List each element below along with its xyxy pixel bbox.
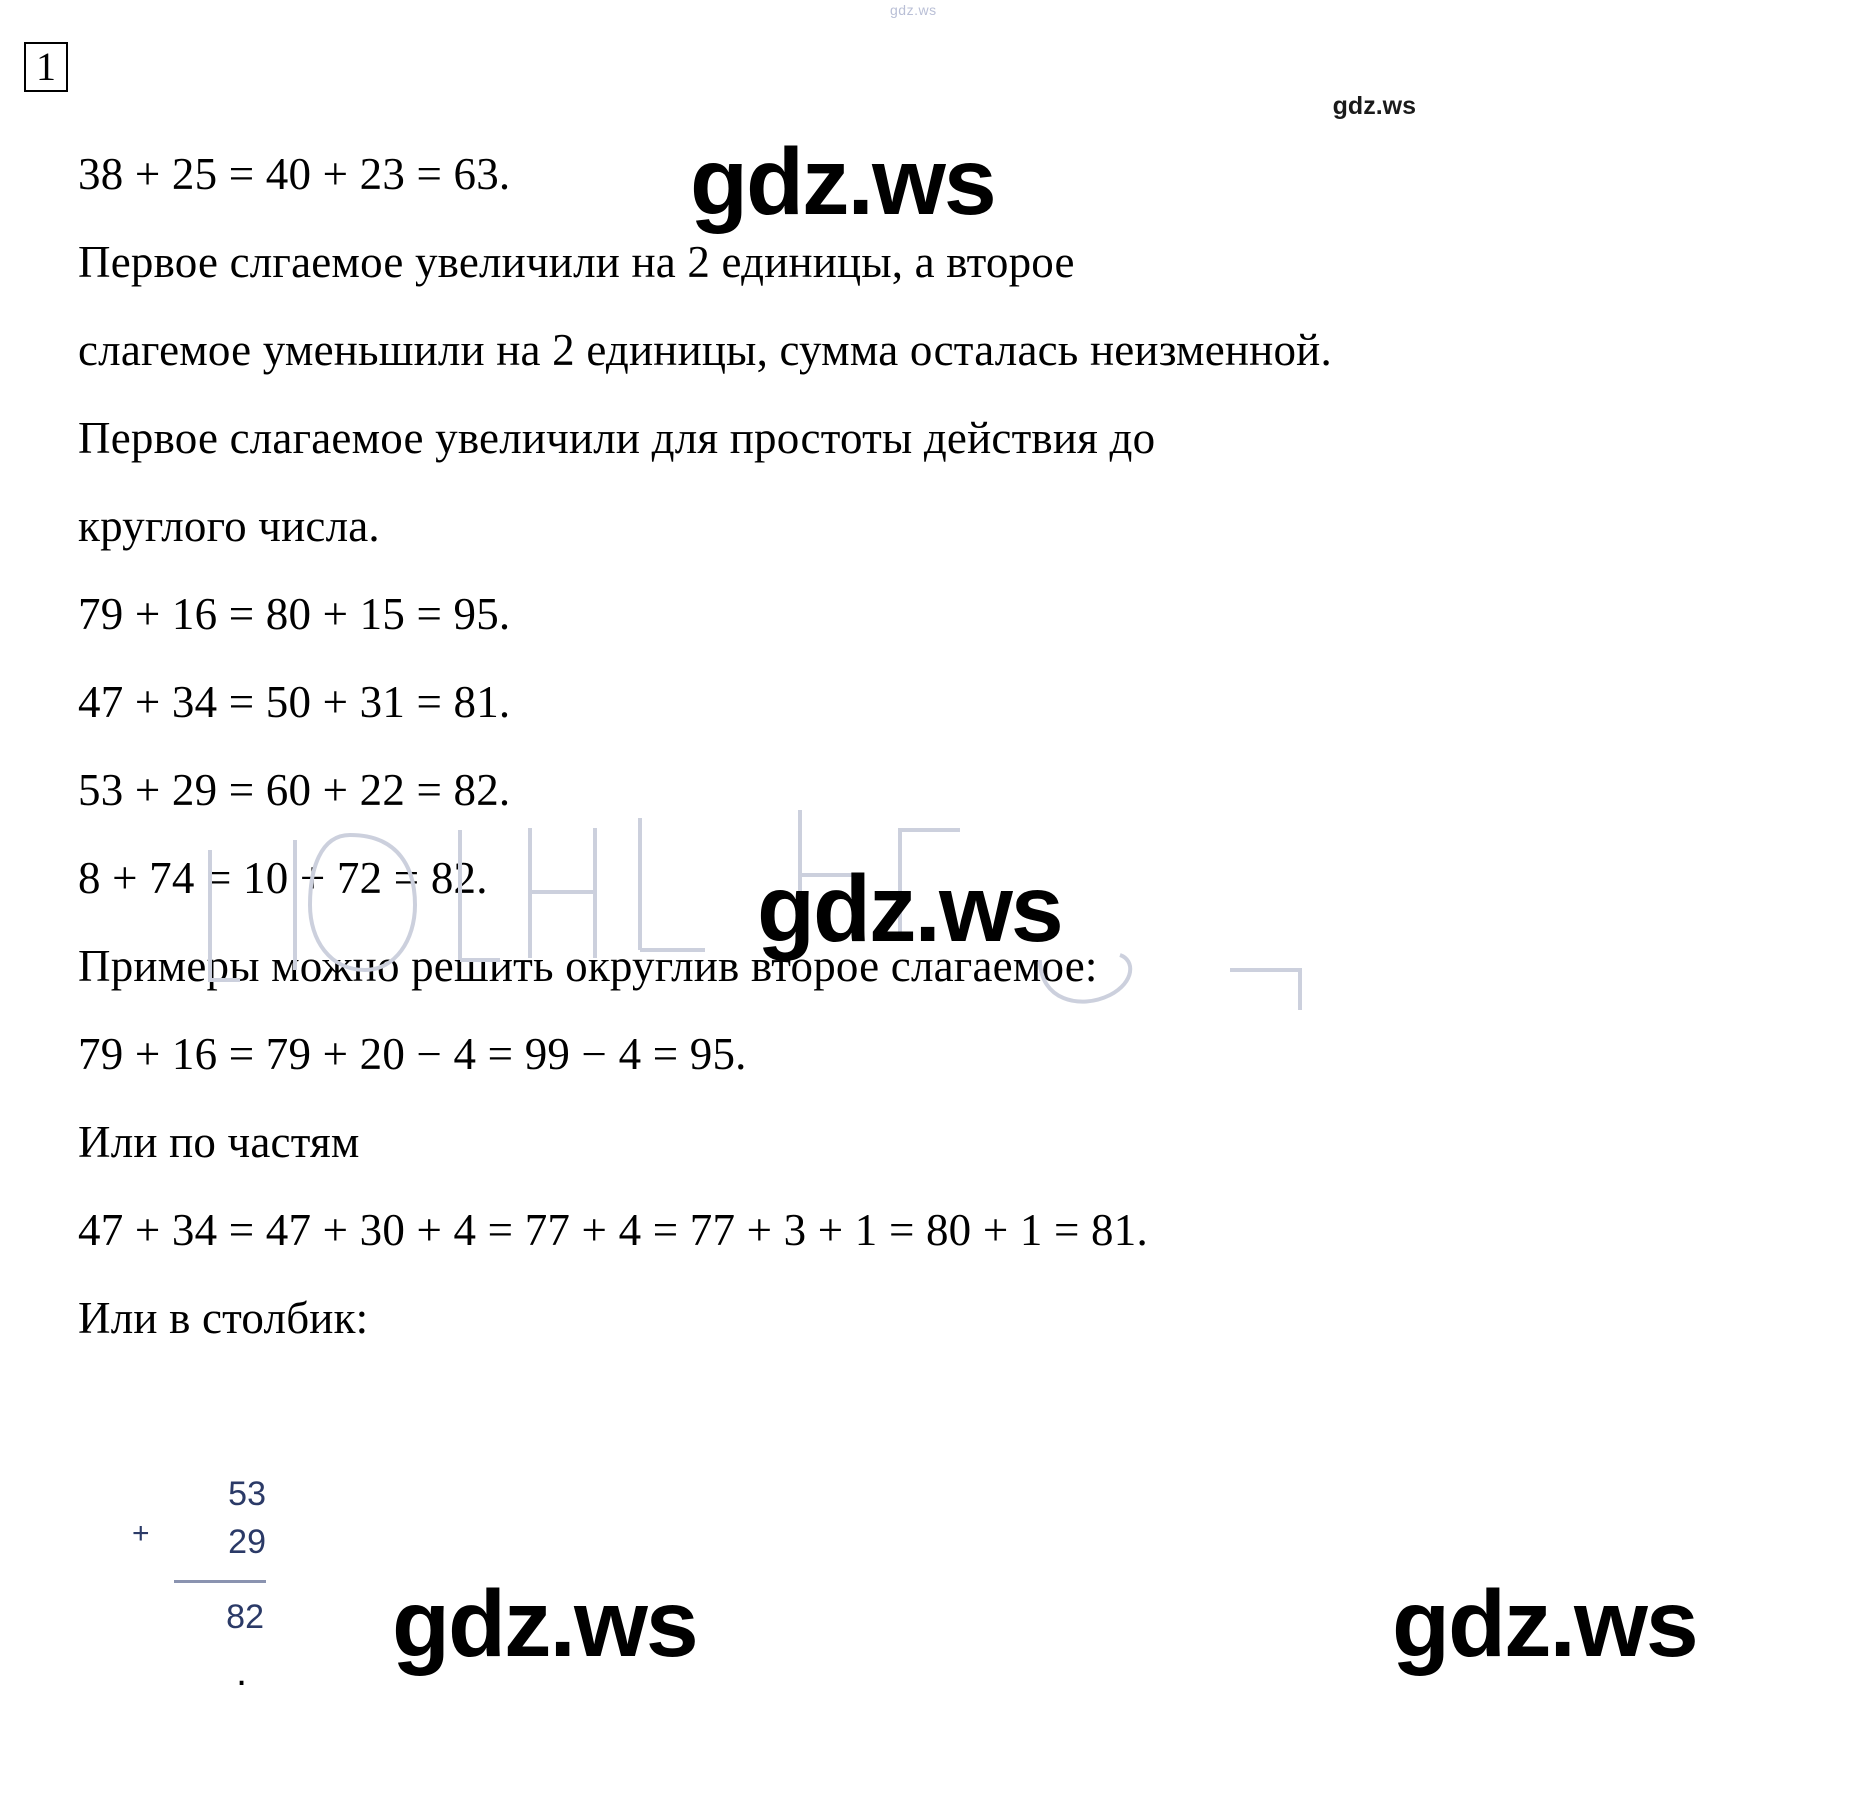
text-line: слагемое уменьшили на 2 единицы, сумма осталась неизменной.: [78, 325, 1332, 375]
text-line: 38 + 25 = 40 + 23 = 63.: [78, 149, 511, 199]
column-addition: [132, 1470, 270, 1694]
column-addition-operator: +: [132, 1517, 150, 1550]
text-line: Или по частям: [78, 1117, 360, 1167]
text-line: 79 + 16 = 80 + 15 = 95.: [78, 589, 511, 639]
text-line: Или в столбик:: [78, 1293, 369, 1343]
column-addition-row: [140, 1518, 270, 1566]
watermark-tiny-top: gdz.ws: [890, 2, 937, 18]
trailing-period: .: [236, 1650, 248, 1694]
column-addition-addend-1: 53: [228, 1475, 266, 1513]
watermark-large-4: gdz.ws: [1392, 1571, 1697, 1677]
text-line: 47 + 34 = 47 + 30 + 4 = 77 + 4 = 77 + 3 + 1 = 80 + 1 = 81.: [78, 1205, 1148, 1255]
text-line: 47 + 34 = 50 + 31 = 81.: [78, 677, 511, 727]
text-line: Первое слгаемое увеличили на 2 единицы, а второе: [78, 237, 1075, 287]
task-number: 1: [24, 42, 68, 92]
text-line: круглого числа.: [78, 501, 380, 551]
watermark-corner: gdz.ws: [1332, 92, 1416, 120]
watermark-large-1: gdz.ws: [690, 129, 995, 235]
text-line: Первое слагаемое увеличили для простоты действия до: [78, 413, 1156, 463]
column-addition-sum: 82: [226, 1598, 264, 1636]
text-line: Примеры можно решить округлив второе слагаемое:: [78, 941, 1098, 991]
column-addition-rule: [174, 1580, 266, 1583]
text-line: 53 + 29 = 60 + 22 = 82.: [78, 765, 511, 815]
column-addition-row: [140, 1470, 270, 1518]
column-addition-addend-2: 29: [228, 1523, 266, 1561]
text-line: 8 + 74 = 10 + 72 = 82.: [78, 853, 488, 903]
watermark-large-2: gdz.ws: [757, 856, 1062, 962]
solution-text: [78, 130, 1778, 1362]
watermark-large-3: gdz.ws: [392, 1571, 697, 1677]
text-line: 79 + 16 = 79 + 20 − 4 = 99 − 4 = 95.: [78, 1029, 747, 1079]
